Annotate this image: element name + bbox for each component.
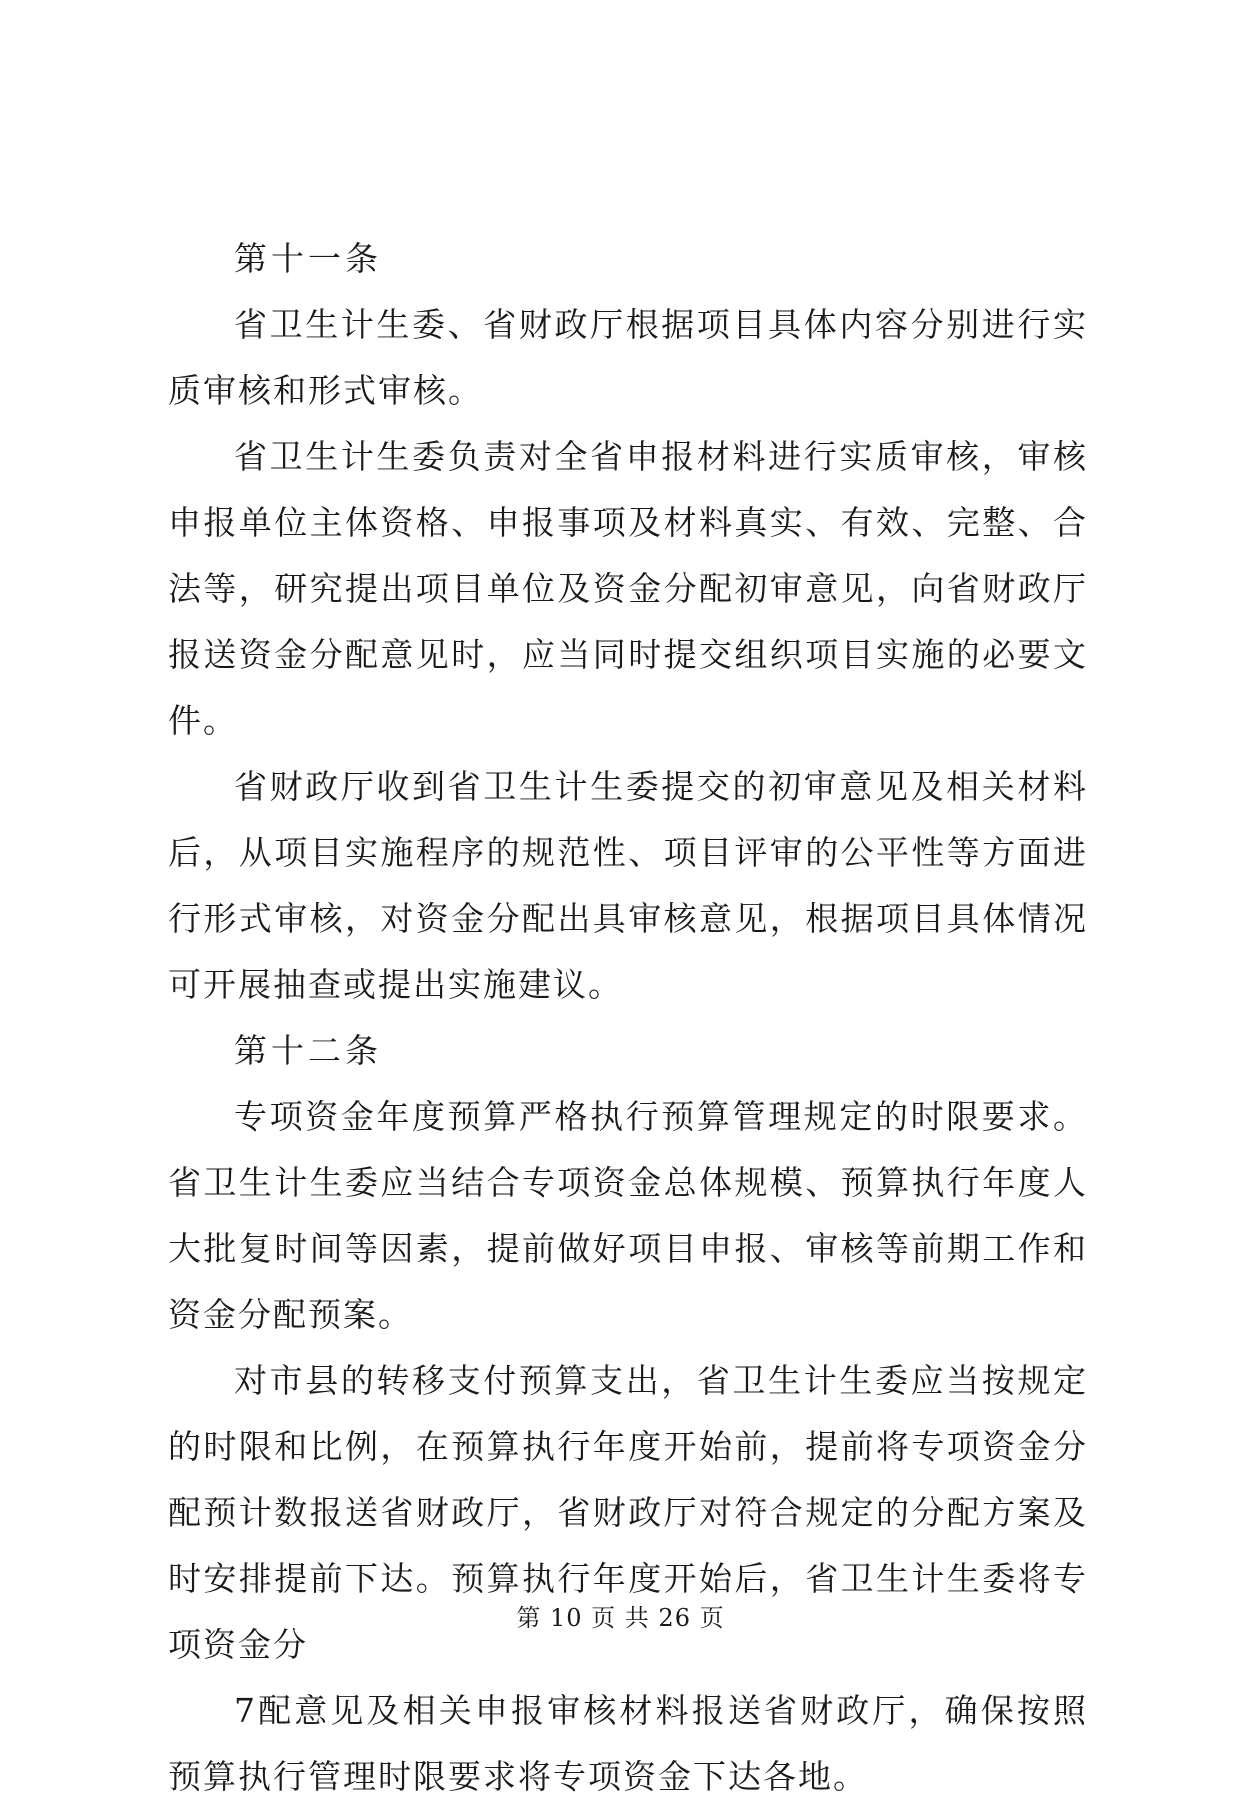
article-11-paragraph-3: 省财政厅收到省卫生计生委提交的初审意见及相关材料后，从项目实施程序的规范性、项目评审的公平性等方面进行形式审核，对资金分配出具审核意见，根据项目具体情况可开展抽查或提出实施建议。 xyxy=(168,767,1088,1004)
article-11-heading: 第十一条 xyxy=(234,239,382,278)
article-12-paragraph-3: 7配意见及相关申报审核材料报送省财政厅，确保按照预算执行管理时限要求将专项资金下达各地。 xyxy=(168,1691,1088,1796)
document-body xyxy=(168,226,1088,1810)
article-12-heading: 第十二条 xyxy=(234,1031,382,1070)
article-11-paragraph-1: 省卫生计生委、省财政厅根据项目具体内容分别进行实质审核和形式审核。 xyxy=(168,305,1088,410)
article-12-paragraph-2: 对市县的转移支付预算支出，省卫生计生委应当按规定的时限和比例，在预算执行年度开始前，提前将专项资金分配预计数报送省财政厅，省财政厅对符合规定的分配方案及时安排提前下达。预算执行年度开始后，省卫生计生委将专项资金分 xyxy=(168,1361,1088,1664)
article-12-paragraph-1: 专项资金年度预算严格执行预算管理规定的时限要求。省卫生计生委应当结合专项资金总体规模、预算执行年度人大批复时间等因素，提前做好项目申报、审核等前期工作和资金分配预案。 xyxy=(168,1097,1088,1334)
article-11-paragraph-2: 省卫生计生委负责对全省申报材料进行实质审核，审核申报单位主体资格、申报事项及材料真实、有效、完整、合法等，研究提出项目单位及资金分配初审意见，向省财政厅报送资金分配意见时，应当同时提交组织项目实施的必要文件。 xyxy=(168,437,1088,740)
page-number-footer: 第 10 页 共 26 页 xyxy=(516,1604,725,1632)
